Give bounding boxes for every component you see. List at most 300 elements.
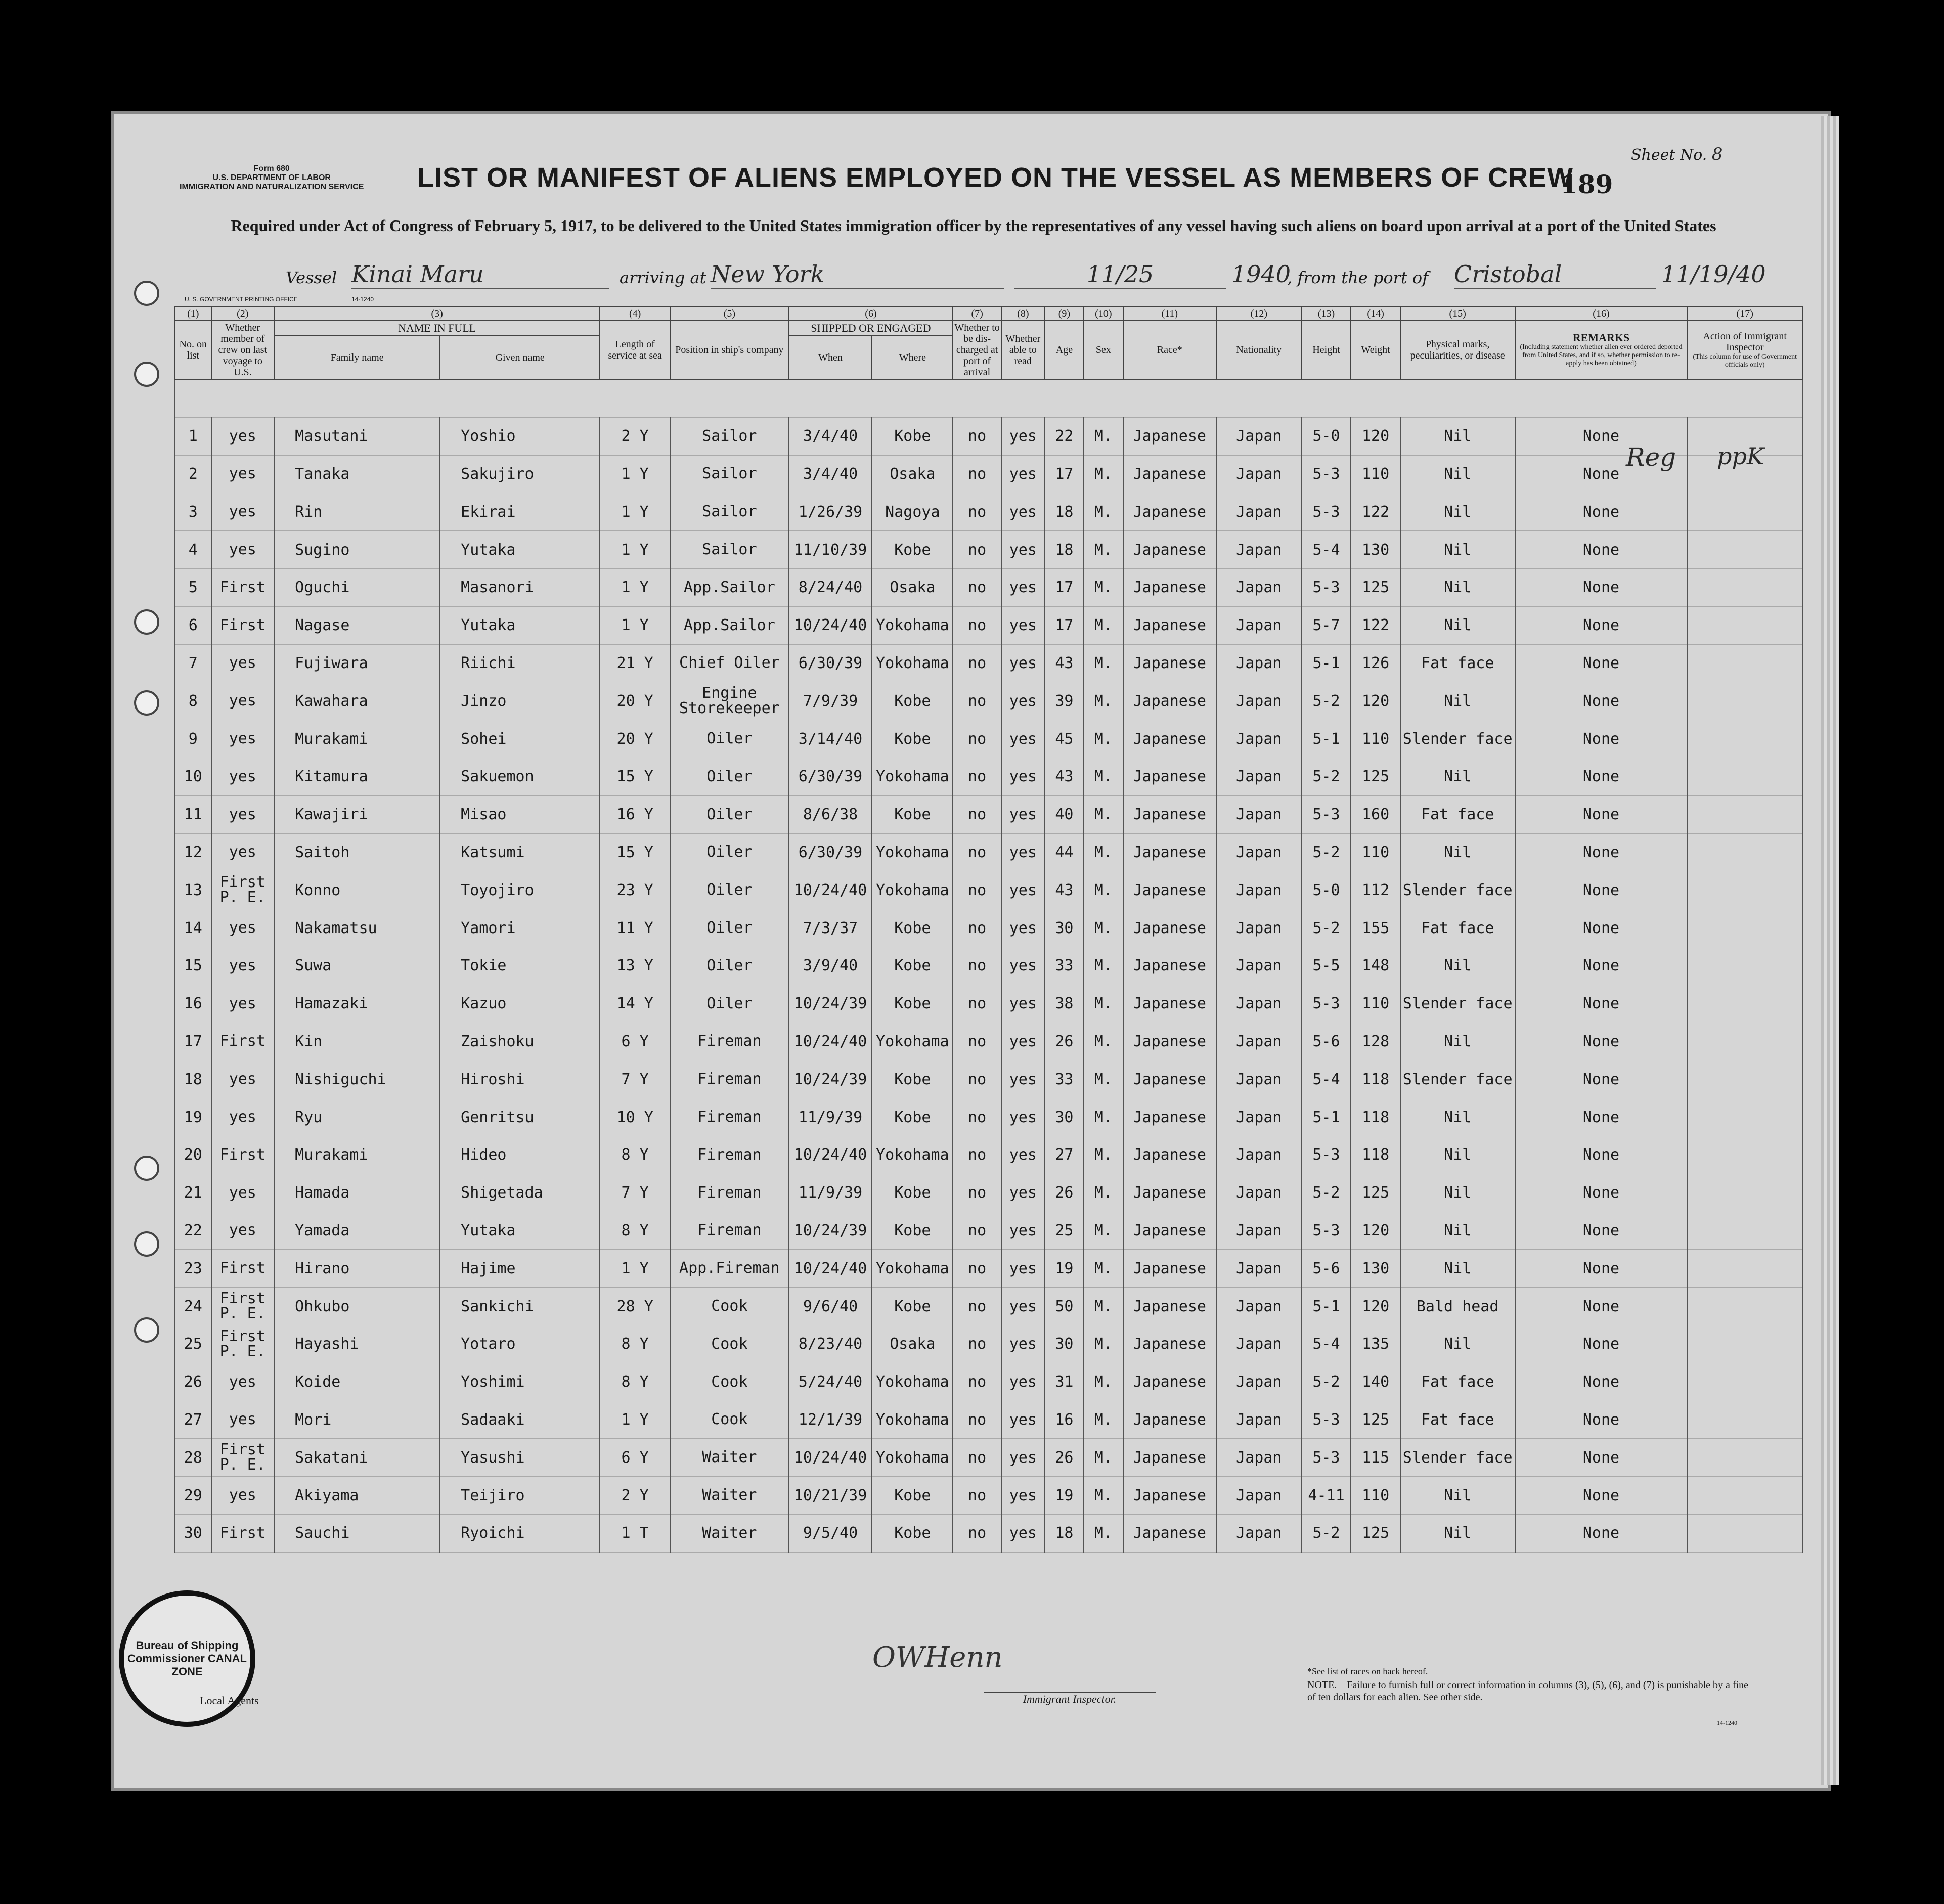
table-row xyxy=(175,909,1802,947)
cell-able-to-read: yes xyxy=(1001,1136,1045,1174)
col-number: (16) xyxy=(1515,306,1688,321)
cell-weight: 110 xyxy=(1351,985,1400,1023)
cell-shipped-when: 3/9/40 xyxy=(789,947,872,985)
cell-family-name: Kitamura xyxy=(274,758,440,795)
cell-given-name: Sakujiro xyxy=(440,455,600,493)
cell-remarks: None xyxy=(1515,1401,1688,1439)
cell-shipped-where: Yokohama xyxy=(872,1136,953,1174)
cell-height: 5-3 xyxy=(1302,985,1351,1023)
cell-weight: 125 xyxy=(1351,758,1400,795)
table-row xyxy=(175,795,1802,833)
cell-shipped-when: 10/24/40 xyxy=(789,1439,872,1477)
cell-age: 45 xyxy=(1045,720,1084,758)
cell-race: Japanese xyxy=(1123,795,1216,833)
cell-shipped-when: 7/9/39 xyxy=(789,682,872,720)
cell-nationality: Japan xyxy=(1216,758,1302,795)
cell-shipped-when: 10/24/40 xyxy=(789,1250,872,1288)
cell-nationality: Japan xyxy=(1216,985,1302,1023)
cell-nationality: Japan xyxy=(1216,947,1302,985)
arrival-date: 11/25 xyxy=(1014,260,1226,289)
table-row xyxy=(175,1514,1802,1552)
cell-crew-member: yes xyxy=(211,1060,275,1098)
cell-nationality: Japan xyxy=(1216,1098,1302,1136)
col-number: (10) xyxy=(1084,306,1123,321)
header-height: Height xyxy=(1302,321,1351,379)
cell-shipped-when: 8/6/38 xyxy=(789,795,872,833)
cell-crew-member: First xyxy=(211,568,275,606)
cell-crew-member: yes xyxy=(211,1363,275,1401)
cell-weight: 110 xyxy=(1351,833,1400,871)
cell-inspector-action xyxy=(1687,1288,1802,1325)
cell-able-to-read: yes xyxy=(1001,1250,1045,1288)
cell-able-to-read: yes xyxy=(1001,720,1045,758)
form-number: Form 680 xyxy=(253,164,290,173)
table-row xyxy=(175,1401,1802,1439)
cell-shipped-where: Kobe xyxy=(872,720,953,758)
cell-length-service: 10 Y xyxy=(600,1098,670,1136)
cell-race: Japanese xyxy=(1123,947,1216,985)
cell-physical-marks: Slender face xyxy=(1400,720,1515,758)
cell-age: 18 xyxy=(1045,1514,1084,1552)
cell-shipped-where: Kobe xyxy=(872,1514,953,1552)
cell-height: 5-3 xyxy=(1302,1212,1351,1250)
cell-able-to-read: yes xyxy=(1001,417,1045,455)
cell-family-name: Konno xyxy=(274,871,440,909)
cell-weight: 125 xyxy=(1351,1174,1400,1212)
cell-shipped-when: 5/24/40 xyxy=(789,1363,872,1401)
cell-height: 5-7 xyxy=(1302,606,1351,644)
cell-remarks: None xyxy=(1515,947,1688,985)
cell-inspector-action xyxy=(1687,493,1802,531)
cell-family-name: Saitoh xyxy=(274,833,440,871)
cell-discharged: no xyxy=(953,947,1001,985)
header-crew-member: Whether member of crew on last voyage to U.S. xyxy=(211,321,275,379)
cell-position: Fireman xyxy=(670,1060,789,1098)
cell-nationality: Japan xyxy=(1216,682,1302,720)
cell-discharged: no xyxy=(953,795,1001,833)
header-weight: Weight xyxy=(1351,321,1400,379)
cell-sex: M. xyxy=(1084,1174,1123,1212)
cell-physical-marks: Slender face xyxy=(1400,1060,1515,1098)
header-sex: Sex xyxy=(1084,321,1123,379)
cell-family-name: Koide xyxy=(274,1363,440,1401)
punch-hole xyxy=(134,609,159,635)
cell-weight: 118 xyxy=(1351,1098,1400,1136)
cell-weight: 110 xyxy=(1351,720,1400,758)
cell-weight: 130 xyxy=(1351,531,1400,569)
cell-nationality: Japan xyxy=(1216,1212,1302,1250)
header-family-name: Family name xyxy=(274,336,440,379)
cell-given-name: Yasushi xyxy=(440,1439,600,1477)
cell-shipped-when: 11/10/39 xyxy=(789,531,872,569)
table-row xyxy=(175,531,1802,569)
header-where: Where xyxy=(872,336,953,379)
cell-inspector-action xyxy=(1687,795,1802,833)
cell-crew-member: yes xyxy=(211,417,275,455)
table-row xyxy=(175,1288,1802,1325)
cell-given-name: Katsumi xyxy=(440,833,600,871)
cell-sex: M. xyxy=(1084,1098,1123,1136)
cell-age: 30 xyxy=(1045,909,1084,947)
cell-physical-marks: Fat face xyxy=(1400,644,1515,682)
cell-shipped-where: Kobe xyxy=(872,1098,953,1136)
stamp-text: Bureau of Shipping Commissioner CANAL ZONE xyxy=(127,1639,247,1678)
cell-height: 5-2 xyxy=(1302,1363,1351,1401)
cell-no: 14 xyxy=(175,909,211,947)
cell-nationality: Japan xyxy=(1216,1060,1302,1098)
cell-remarks: None xyxy=(1515,606,1688,644)
cell-no: 5 xyxy=(175,568,211,606)
cell-weight: 118 xyxy=(1351,1060,1400,1098)
cell-remarks: None xyxy=(1515,455,1688,493)
cell-no: 3 xyxy=(175,493,211,531)
cell-discharged: no xyxy=(953,1212,1001,1250)
cell-no: 4 xyxy=(175,531,211,569)
cell-nationality: Japan xyxy=(1216,1514,1302,1552)
cell-position: Fireman xyxy=(670,1098,789,1136)
cell-inspector-action xyxy=(1687,947,1802,985)
cell-weight: 122 xyxy=(1351,493,1400,531)
cell-crew-member: First xyxy=(211,1250,275,1288)
cell-given-name: Yutaka xyxy=(440,1212,600,1250)
cell-inspector-action xyxy=(1687,720,1802,758)
cell-inspector-action xyxy=(1687,871,1802,909)
cell-discharged: no xyxy=(953,417,1001,455)
cell-able-to-read: yes xyxy=(1001,568,1045,606)
cell-family-name: Kawahara xyxy=(274,682,440,720)
cell-given-name: Shigetada xyxy=(440,1174,600,1212)
cell-race: Japanese xyxy=(1123,493,1216,531)
cell-weight: 148 xyxy=(1351,947,1400,985)
form-print-code: 14-1240 xyxy=(351,296,374,303)
cell-race: Japanese xyxy=(1123,682,1216,720)
cell-weight: 140 xyxy=(1351,1363,1400,1401)
cell-physical-marks: Slender face xyxy=(1400,1439,1515,1477)
cell-length-service: 8 Y xyxy=(600,1212,670,1250)
table-row xyxy=(175,758,1802,795)
cell-weight: 110 xyxy=(1351,455,1400,493)
cell-sex: M. xyxy=(1084,758,1123,795)
cell-able-to-read: yes xyxy=(1001,606,1045,644)
cell-no: 2 xyxy=(175,455,211,493)
cell-crew-member: First P. E. xyxy=(211,1325,275,1363)
cell-weight: 128 xyxy=(1351,1023,1400,1060)
cell-inspector-action xyxy=(1687,758,1802,795)
cell-age: 17 xyxy=(1045,455,1084,493)
table-spacer xyxy=(175,379,1802,417)
cell-race: Japanese xyxy=(1123,455,1216,493)
cell-age: 22 xyxy=(1045,417,1084,455)
cell-height: 5-4 xyxy=(1302,1060,1351,1098)
header-no-on-list: No. on list xyxy=(175,321,211,379)
cell-family-name: Sauchi xyxy=(274,1514,440,1552)
cell-family-name: Murakami xyxy=(274,1136,440,1174)
cell-shipped-where: Kobe xyxy=(872,1060,953,1098)
cell-able-to-read: yes xyxy=(1001,1477,1045,1515)
cell-race: Japanese xyxy=(1123,568,1216,606)
local-agents-label: Local Agents xyxy=(200,1694,259,1707)
cell-weight: 120 xyxy=(1351,1288,1400,1325)
cell-remarks: None xyxy=(1515,682,1688,720)
cell-physical-marks: Bald head xyxy=(1400,1288,1515,1325)
cell-nationality: Japan xyxy=(1216,1136,1302,1174)
cell-remarks: None xyxy=(1515,1514,1688,1552)
cell-nationality: Japan xyxy=(1216,455,1302,493)
column-header-row xyxy=(175,321,1802,336)
cell-race: Japanese xyxy=(1123,1514,1216,1552)
cell-able-to-read: yes xyxy=(1001,947,1045,985)
cell-physical-marks: Fat face xyxy=(1400,909,1515,947)
cell-height: 5-2 xyxy=(1302,909,1351,947)
cell-given-name: Teijiro xyxy=(440,1477,600,1515)
cell-discharged: no xyxy=(953,1325,1001,1363)
cell-weight: 126 xyxy=(1351,644,1400,682)
cell-crew-member: yes xyxy=(211,682,275,720)
cell-nationality: Japan xyxy=(1216,909,1302,947)
cell-discharged: no xyxy=(953,1023,1001,1060)
cell-nationality: Japan xyxy=(1216,833,1302,871)
cell-height: 5-2 xyxy=(1302,758,1351,795)
cell-length-service: 8 Y xyxy=(600,1325,670,1363)
cell-physical-marks: Nil xyxy=(1400,568,1515,606)
cell-able-to-read: yes xyxy=(1001,493,1045,531)
table-row xyxy=(175,455,1802,493)
cell-position: Chief Oiler xyxy=(670,644,789,682)
cell-given-name: Genritsu xyxy=(440,1098,600,1136)
cell-length-service: 21 Y xyxy=(600,644,670,682)
cell-height: 5-3 xyxy=(1302,1439,1351,1477)
cell-physical-marks: Nil xyxy=(1400,1023,1515,1060)
cell-discharged: no xyxy=(953,909,1001,947)
col-number: (13) xyxy=(1302,306,1351,321)
cell-given-name: Hajime xyxy=(440,1250,600,1288)
cell-no: 6 xyxy=(175,606,211,644)
cell-length-service: 11 Y xyxy=(600,909,670,947)
table-row xyxy=(175,1363,1802,1401)
cell-height: 5-3 xyxy=(1302,1401,1351,1439)
cell-remarks: None xyxy=(1515,568,1688,606)
cell-remarks: None xyxy=(1515,1325,1688,1363)
cell-discharged: no xyxy=(953,1174,1001,1212)
cell-length-service: 1 Y xyxy=(600,455,670,493)
cell-age: 30 xyxy=(1045,1325,1084,1363)
cell-physical-marks: Fat face xyxy=(1400,795,1515,833)
cell-able-to-read: yes xyxy=(1001,1401,1045,1439)
col-number: (5) xyxy=(670,306,789,321)
cell-position: Fireman xyxy=(670,1023,789,1060)
cell-shipped-where: Kobe xyxy=(872,682,953,720)
cell-position: Engine Storekeeper xyxy=(670,682,789,720)
cell-remarks: None xyxy=(1515,1136,1688,1174)
cell-height: 5-2 xyxy=(1302,833,1351,871)
column-number-row xyxy=(175,306,1802,321)
cell-nationality: Japan xyxy=(1216,1250,1302,1288)
cell-age: 18 xyxy=(1045,493,1084,531)
cell-shipped-where: Yokohama xyxy=(872,1023,953,1060)
cell-family-name: Oguchi xyxy=(274,568,440,606)
cell-position: Waiter xyxy=(670,1514,789,1552)
cell-no: 15 xyxy=(175,947,211,985)
cell-position: Oiler xyxy=(670,720,789,758)
table-row xyxy=(175,606,1802,644)
cell-age: 30 xyxy=(1045,1098,1084,1136)
department-name: U.S. DEPARTMENT OF LABOR xyxy=(212,173,331,182)
cell-remarks: None xyxy=(1515,1023,1688,1060)
punch-hole xyxy=(134,1231,159,1257)
cell-shipped-when: 10/24/40 xyxy=(789,1136,872,1174)
cell-shipped-where: Kobe xyxy=(872,531,953,569)
cell-able-to-read: yes xyxy=(1001,985,1045,1023)
cell-physical-marks: Nil xyxy=(1400,1514,1515,1552)
cell-given-name: Jinzo xyxy=(440,682,600,720)
cell-discharged: no xyxy=(953,1060,1001,1098)
cell-family-name: Tanaka xyxy=(274,455,440,493)
cell-shipped-when: 3/4/40 xyxy=(789,417,872,455)
cell-given-name: Misao xyxy=(440,795,600,833)
table-row xyxy=(175,644,1802,682)
cell-family-name: Rin xyxy=(274,493,440,531)
cell-given-name: Yoshimi xyxy=(440,1363,600,1401)
cell-inspector-action xyxy=(1687,1250,1802,1288)
cell-no: 19 xyxy=(175,1098,211,1136)
cell-inspector-action xyxy=(1687,1060,1802,1098)
cell-height: 5-2 xyxy=(1302,1174,1351,1212)
cell-age: 17 xyxy=(1045,568,1084,606)
cell-shipped-where: Kobe xyxy=(872,417,953,455)
cell-crew-member: yes xyxy=(211,947,275,985)
header-remarks-note: (Including statement whether alien ever ordered deported from United States, and if so, whether permission to re-apply has been obtained) xyxy=(1520,343,1683,367)
cell-discharged: no xyxy=(953,568,1001,606)
cell-height: 5-4 xyxy=(1302,531,1351,569)
cell-weight: 160 xyxy=(1351,795,1400,833)
cell-position: App.Fireman xyxy=(670,1250,789,1288)
cell-weight: 120 xyxy=(1351,417,1400,455)
cell-race: Japanese xyxy=(1123,1060,1216,1098)
arriving-port: New York xyxy=(711,260,1004,289)
cell-nationality: Japan xyxy=(1216,871,1302,909)
cell-height: 5-1 xyxy=(1302,1098,1351,1136)
races-note: *See list of races on back hereof. xyxy=(1307,1666,1428,1676)
cell-given-name: Yotaro xyxy=(440,1325,600,1363)
arrival-year: 1940 xyxy=(1231,260,1291,288)
cell-no: 24 xyxy=(175,1288,211,1325)
cell-shipped-when: 7/3/37 xyxy=(789,909,872,947)
cell-remarks: None xyxy=(1515,1212,1688,1250)
cell-length-service: 20 Y xyxy=(600,682,670,720)
cell-length-service: 15 Y xyxy=(600,758,670,795)
cell-race: Japanese xyxy=(1123,1136,1216,1174)
from-port-label: , from the port of xyxy=(1287,268,1429,287)
cell-length-service: 20 Y xyxy=(600,720,670,758)
cell-age: 26 xyxy=(1045,1174,1084,1212)
cell-crew-member: yes xyxy=(211,909,275,947)
cell-shipped-when: 3/14/40 xyxy=(789,720,872,758)
cell-physical-marks: Nil xyxy=(1400,1174,1515,1212)
inspector-annotation: ppK xyxy=(1717,442,1764,470)
cell-sex: M. xyxy=(1084,909,1123,947)
cell-physical-marks: Nil xyxy=(1400,1212,1515,1250)
cell-age: 26 xyxy=(1045,1023,1084,1060)
cell-age: 16 xyxy=(1045,1401,1084,1439)
fine-note xyxy=(1307,1679,1752,1703)
table-row xyxy=(175,947,1802,985)
cell-age: 25 xyxy=(1045,1212,1084,1250)
cell-age: 50 xyxy=(1045,1288,1084,1325)
cell-weight: 118 xyxy=(1351,1136,1400,1174)
cell-sex: M. xyxy=(1084,871,1123,909)
table-row xyxy=(175,720,1802,758)
cell-crew-member: yes xyxy=(211,493,275,531)
header-inspector-note: (This column for use of Government officials only) xyxy=(1693,353,1797,369)
cell-crew-member: yes xyxy=(211,1098,275,1136)
header-length-service: Length of service at sea xyxy=(600,321,670,379)
cell-given-name: Zaishoku xyxy=(440,1023,600,1060)
cell-physical-marks: Nil xyxy=(1400,833,1515,871)
cell-height: 5-2 xyxy=(1302,1514,1351,1552)
cell-sex: M. xyxy=(1084,455,1123,493)
cell-able-to-read: yes xyxy=(1001,1439,1045,1477)
cell-nationality: Japan xyxy=(1216,1288,1302,1325)
cell-able-to-read: yes xyxy=(1001,1023,1045,1060)
cell-length-service: 16 Y xyxy=(600,795,670,833)
cell-shipped-when: 10/24/40 xyxy=(789,871,872,909)
cell-race: Japanese xyxy=(1123,1023,1216,1060)
cell-discharged: no xyxy=(953,493,1001,531)
cell-height: 5-3 xyxy=(1302,568,1351,606)
cell-shipped-where: Yokohama xyxy=(872,606,953,644)
cell-shipped-where: Kobe xyxy=(872,1477,953,1515)
cell-inspector-action xyxy=(1687,1136,1802,1174)
cell-discharged: no xyxy=(953,833,1001,871)
cell-length-service: 1 Y xyxy=(600,493,670,531)
cell-nationality: Japan xyxy=(1216,493,1302,531)
cell-height: 5-4 xyxy=(1302,1325,1351,1363)
cell-shipped-where: Kobe xyxy=(872,795,953,833)
vessel-name: Kinai Maru xyxy=(351,260,609,289)
cell-position: Waiter xyxy=(670,1477,789,1515)
table-row xyxy=(175,1439,1802,1477)
cell-crew-member: yes xyxy=(211,455,275,493)
cell-remarks: None xyxy=(1515,1477,1688,1515)
footer-print-code: 14-1240 xyxy=(1717,1719,1737,1726)
cell-length-service: 1 Y xyxy=(600,531,670,569)
cell-weight: 135 xyxy=(1351,1325,1400,1363)
cell-crew-member: yes xyxy=(211,531,275,569)
cell-age: 31 xyxy=(1045,1363,1084,1401)
cell-shipped-where: Yokohama xyxy=(872,1363,953,1401)
cell-remarks: None xyxy=(1515,1250,1688,1288)
cell-given-name: Sadaaki xyxy=(440,1401,600,1439)
cell-shipped-when: 11/9/39 xyxy=(789,1098,872,1136)
cell-age: 33 xyxy=(1045,947,1084,985)
cell-weight: 120 xyxy=(1351,1212,1400,1250)
cell-crew-member: First P. E. xyxy=(211,1288,275,1325)
cell-shipped-where: Kobe xyxy=(872,947,953,985)
col-number: (7) xyxy=(953,306,1001,321)
cell-able-to-read: yes xyxy=(1001,758,1045,795)
cell-age: 40 xyxy=(1045,795,1084,833)
cell-height: 5-2 xyxy=(1302,682,1351,720)
from-port: Cristobal xyxy=(1454,260,1656,289)
cell-nationality: Japan xyxy=(1216,795,1302,833)
col-number: (6) xyxy=(789,306,953,321)
cell-length-service: 6 Y xyxy=(600,1023,670,1060)
cell-length-service: 1 Y xyxy=(600,568,670,606)
cell-position: Oiler xyxy=(670,909,789,947)
cell-crew-member: yes xyxy=(211,1401,275,1439)
cell-height: 5-6 xyxy=(1302,1023,1351,1060)
cell-sex: M. xyxy=(1084,531,1123,569)
